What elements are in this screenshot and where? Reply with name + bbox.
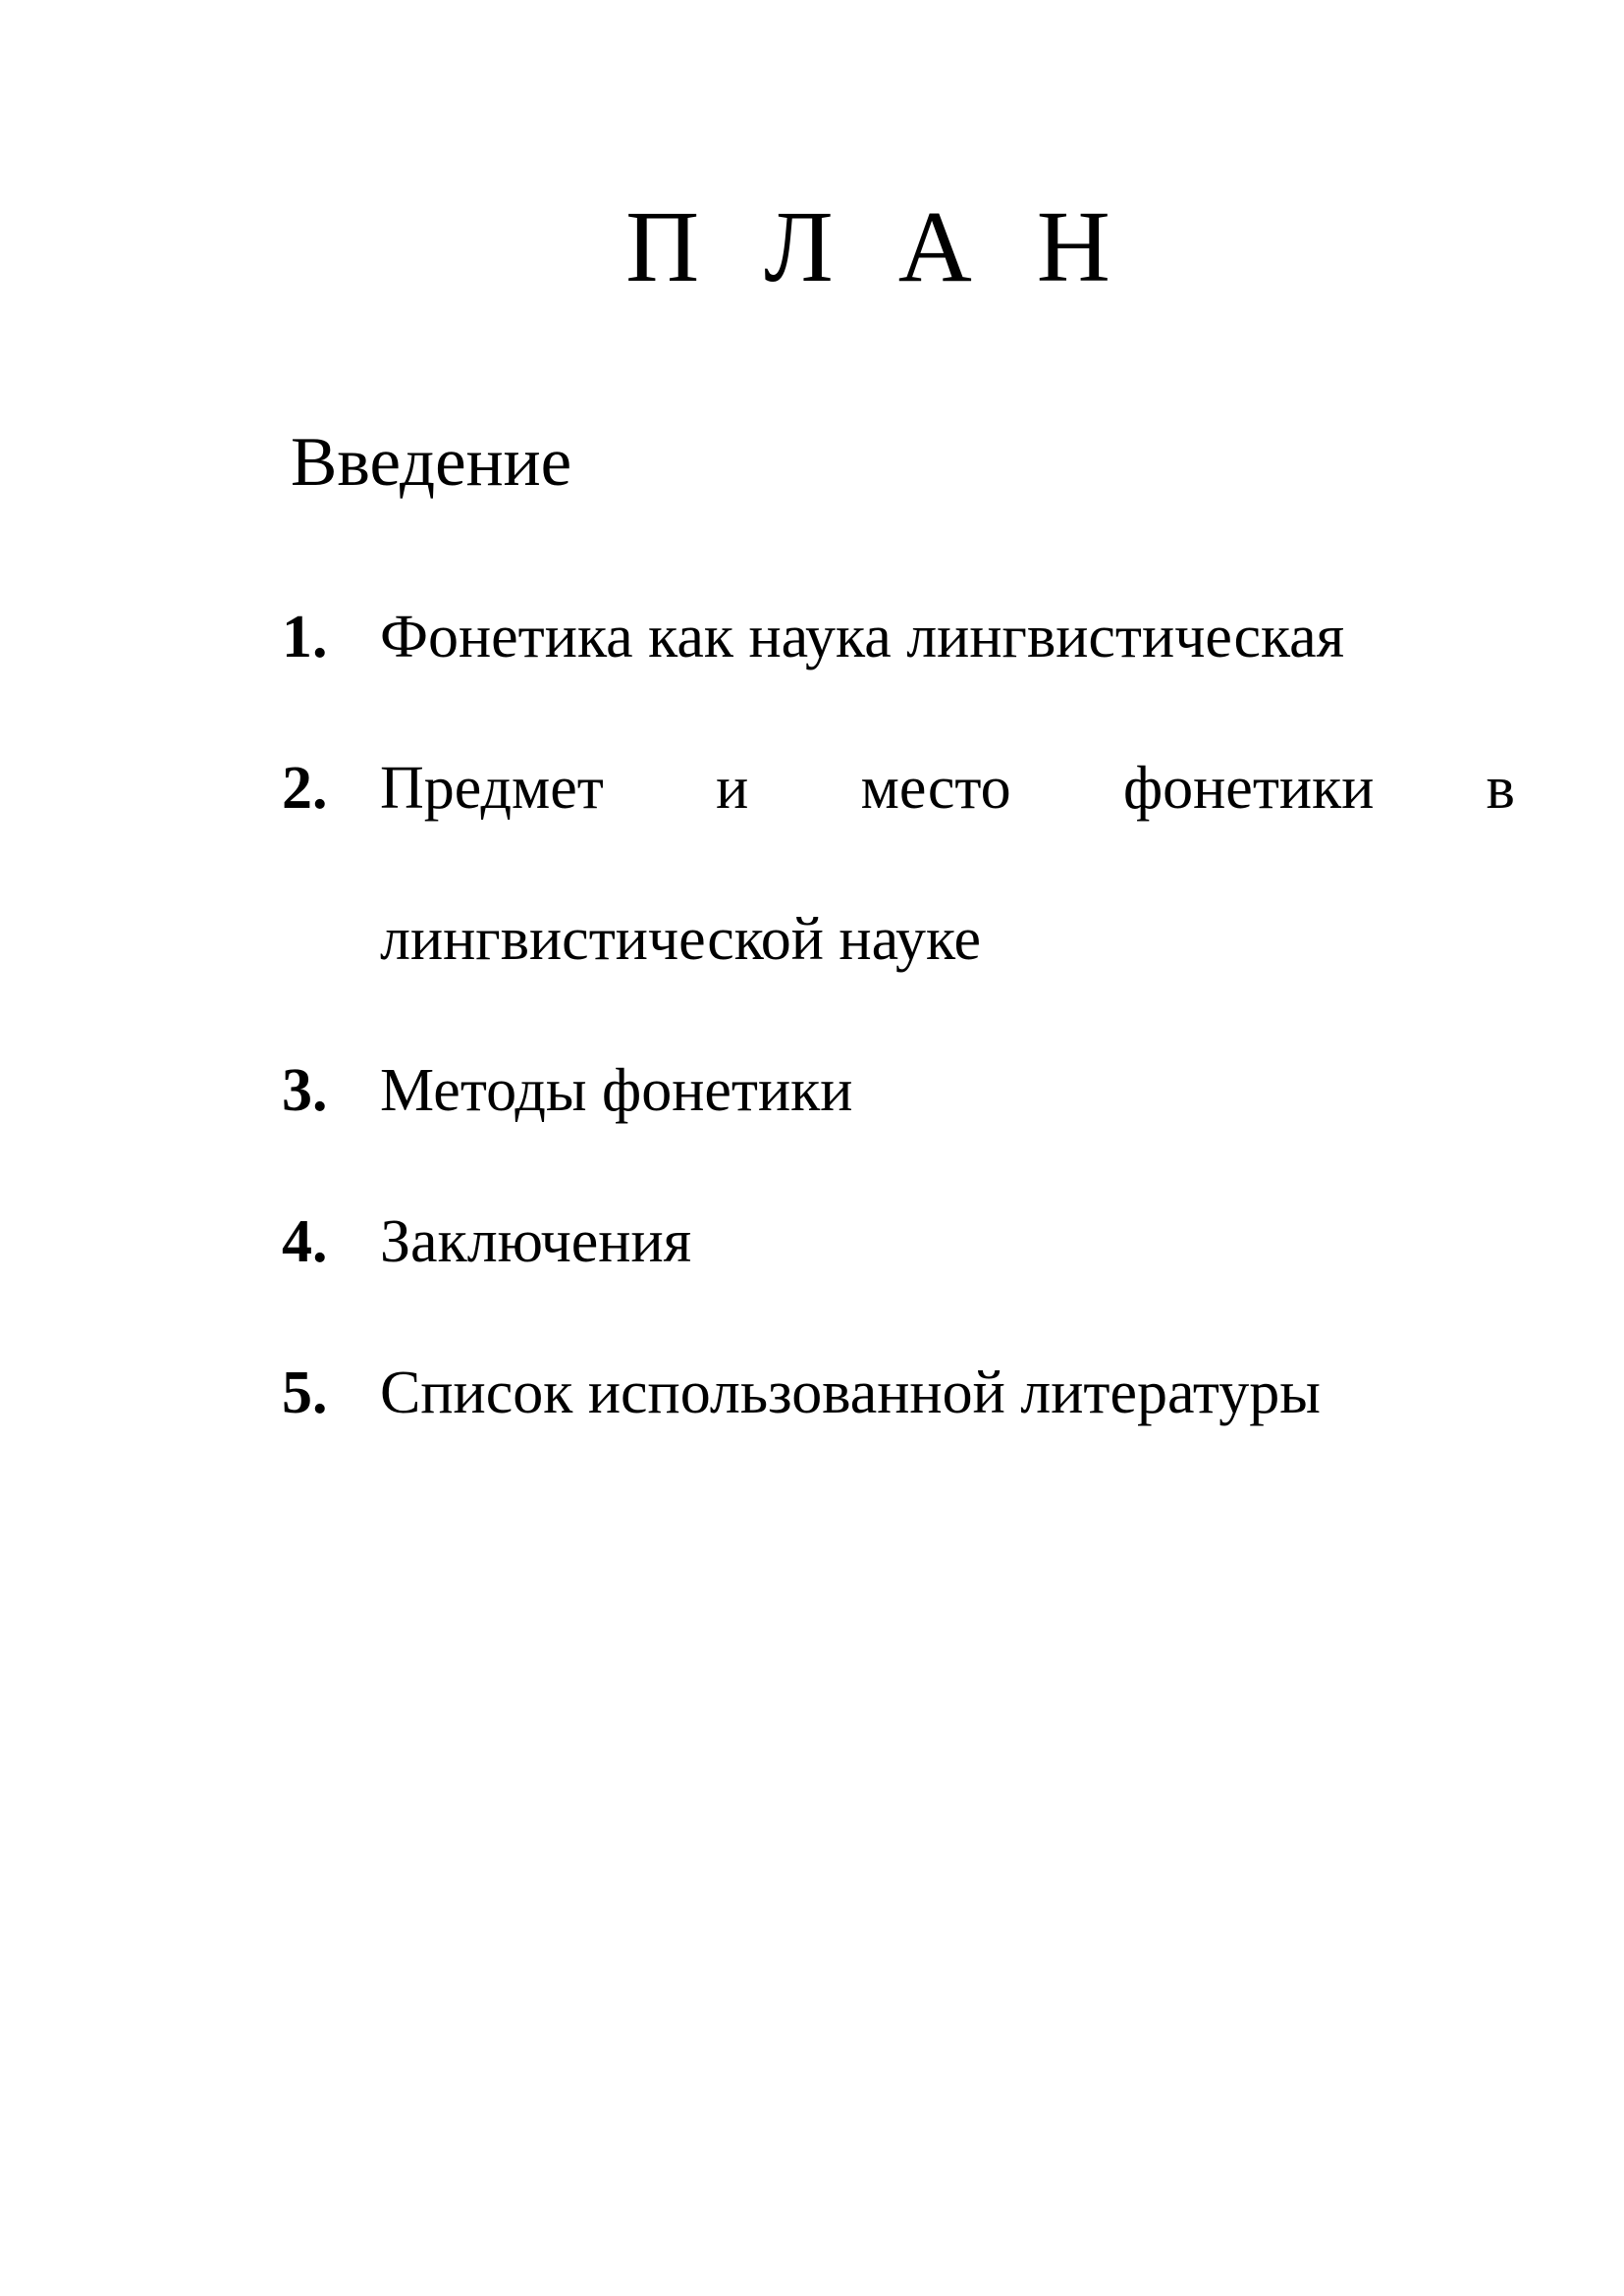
page-title: П Л А Н	[625, 190, 1130, 303]
toc-item-word: Предмет	[380, 755, 604, 822]
toc-item-word: в	[1486, 755, 1515, 822]
toc-item-word: фонетики	[1122, 755, 1375, 822]
toc-item-number: 2.	[282, 755, 328, 822]
toc-item-text: Список использованной литературы	[380, 1360, 1321, 1426]
toc-item-text: Заключения	[380, 1208, 692, 1275]
toc-item-text-continuation: лингвистической науке	[380, 906, 982, 973]
toc-item-text: Фонетика как наука лингвистическая	[380, 604, 1345, 670]
toc-item-number: 5.	[282, 1360, 328, 1426]
toc-item-number: 4.	[282, 1208, 328, 1275]
toc-item-word: и	[716, 755, 749, 822]
toc-item-word: место	[860, 755, 1011, 822]
toc-item-text: Методы фонетики	[380, 1057, 853, 1124]
toc-item-text	[380, 754, 1515, 824]
toc-item-number: 1.	[282, 604, 328, 670]
introduction-heading: Введение	[291, 424, 572, 501]
toc-item-number: 3.	[282, 1057, 328, 1124]
